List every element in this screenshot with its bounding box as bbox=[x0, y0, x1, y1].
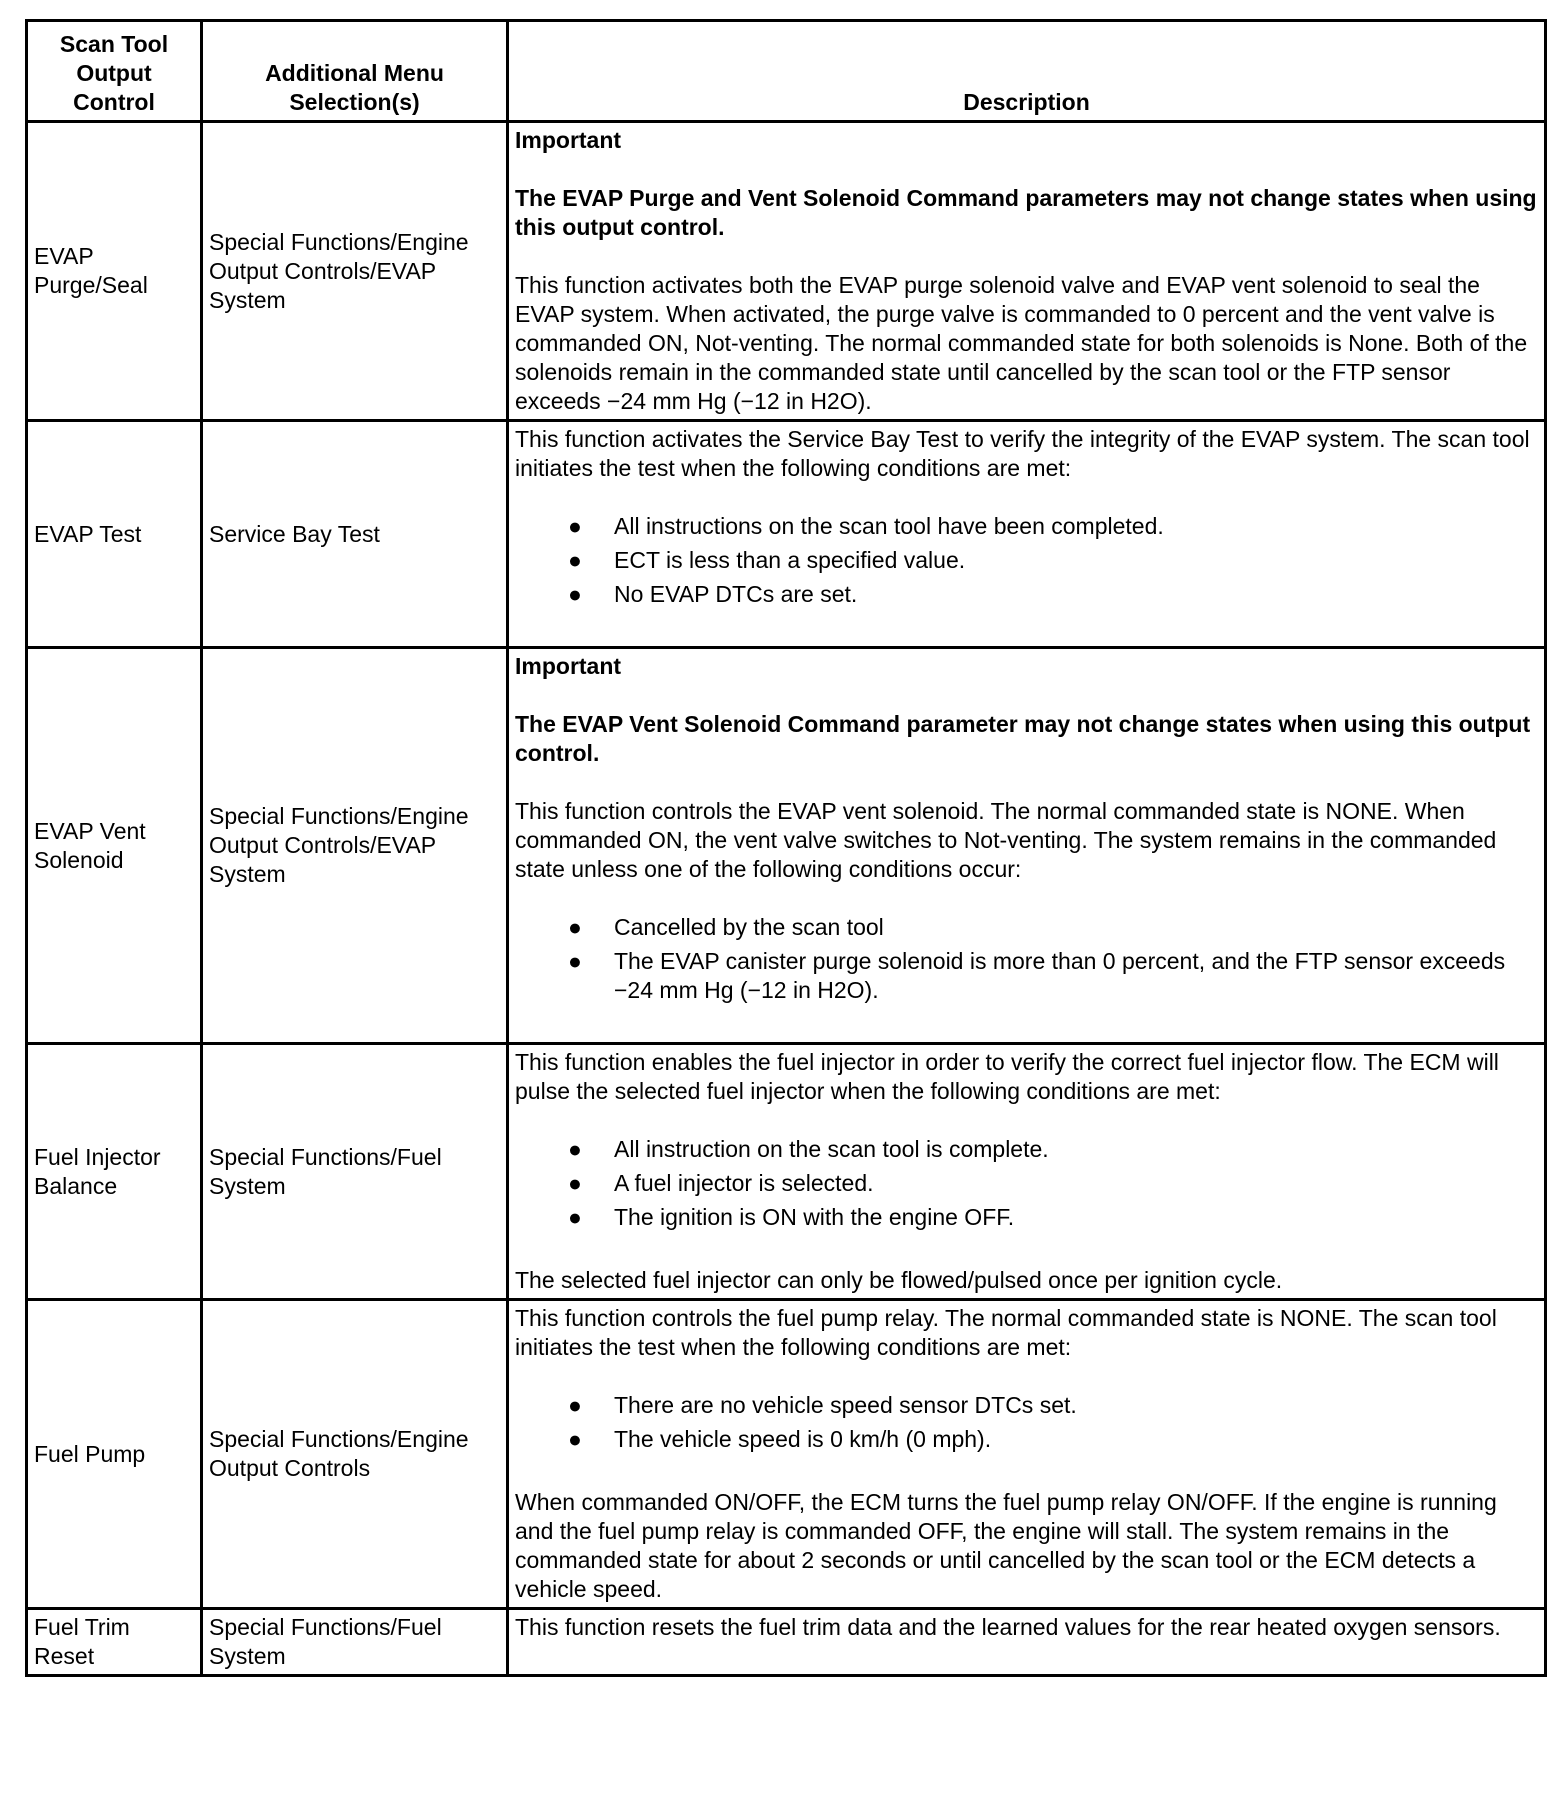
output-control-cell: Fuel Pump bbox=[27, 1300, 202, 1609]
list-item: ● There are no vehicle speed sensor DTCs set. bbox=[565, 1391, 1538, 1420]
list-item: ● The EVAP canister purge solenoid is more than 0 percent, and the FTP sensor exceeds −24 mm Hg (−12 in H2O). bbox=[565, 947, 1538, 1005]
description-cell bbox=[508, 421, 1546, 648]
output-control-table bbox=[25, 19, 1547, 1677]
bullet-icon: ● bbox=[568, 581, 582, 607]
header-scan-tool-output-control: Scan Tool Output Control bbox=[27, 21, 202, 122]
description-text: This function activates both the EVAP purge solenoid valve and EVAP vent solenoid to seal the EVAP system. When activated, the purge valve is commanded to 0 percent and the vent valve is commanded ON, Not-venting. The normal commanded state for both solenoids is None. Both of the solenoids remain in the commanded state until cancelled by the scan tool or the FTP sensor exceeds −24 mm Hg (−12 in H2O). bbox=[515, 272, 1528, 414]
description-footnote: When commanded ON/OFF, the ECM turns the fuel pump relay ON/OFF. If the engine is running and the fuel pump relay is commanded OFF, the engine will stall. The system remains in the commanded state for about 2 seconds or until cancelled by the scan tool or the ECM detects a vehicle speed. bbox=[515, 1489, 1497, 1602]
list-item: ● ECT is less than a specified value. bbox=[565, 546, 1538, 575]
bullet-icon: ● bbox=[568, 547, 582, 573]
condition-list bbox=[515, 913, 1538, 1005]
description-cell bbox=[508, 122, 1546, 421]
bullet-icon: ● bbox=[568, 948, 582, 974]
list-item: ● The ignition is ON with the engine OFF. bbox=[565, 1203, 1538, 1232]
list-item: ● All instructions on the scan tool have been completed. bbox=[565, 512, 1538, 541]
header-description: Description bbox=[508, 21, 1546, 122]
description-text: This function controls the EVAP vent solenoid. The normal commanded state is NONE. When commanded ON, the vent valve switches to Not-venting. The system remains in the commanded state unless one of the following conditions occur: bbox=[515, 798, 1497, 882]
output-control-cell: EVAP Vent Solenoid bbox=[27, 648, 202, 1044]
table-row bbox=[27, 1044, 1546, 1300]
list-item: ● All instruction on the scan tool is complete. bbox=[565, 1135, 1538, 1164]
description-text: This function enables the fuel injector in order to verify the correct fuel injector flow. The ECM will pulse the selected fuel injector when the following conditions are met: bbox=[515, 1049, 1499, 1104]
list-item: ● The vehicle speed is 0 km/h (0 mph). bbox=[565, 1425, 1538, 1454]
description-cell bbox=[508, 1300, 1546, 1609]
list-item: ● Cancelled by the scan tool bbox=[565, 913, 1538, 942]
description-text: This function activates the Service Bay Test to verify the integrity of the EVAP system. The scan tool initiates the test when the following conditions are met: bbox=[515, 426, 1530, 481]
condition-list bbox=[515, 1391, 1538, 1454]
bullet-icon: ● bbox=[568, 1426, 582, 1452]
important-label: Important bbox=[515, 127, 622, 153]
header-row bbox=[27, 21, 1546, 122]
bullet-icon: ● bbox=[568, 513, 582, 539]
output-control-cell: EVAP Test bbox=[27, 421, 202, 648]
description-footnote: The selected fuel injector can only be flowed/pulsed once per ignition cycle. bbox=[515, 1267, 1283, 1293]
table-row bbox=[27, 421, 1546, 648]
header-additional-menu-selections: Additional Menu Selection(s) bbox=[202, 21, 508, 122]
bullet-icon: ● bbox=[568, 1170, 582, 1196]
list-item: ● A fuel injector is selected. bbox=[565, 1169, 1538, 1198]
menu-selection-cell: Special Functions/Engine Output Controls bbox=[202, 1300, 508, 1609]
description-text: This function resets the fuel trim data and the learned values for the rear heated oxygen sensors. bbox=[515, 1614, 1501, 1640]
menu-selection-cell: Special Functions/Engine Output Controls/EVAP System bbox=[202, 122, 508, 421]
table-row bbox=[27, 648, 1546, 1044]
description-text: This function controls the fuel pump relay. The normal commanded state is NONE. The scan tool initiates the test when the following conditions are met: bbox=[515, 1305, 1497, 1360]
menu-selection-cell: Service Bay Test bbox=[202, 421, 508, 648]
output-control-cell: Fuel Injector Balance bbox=[27, 1044, 202, 1300]
important-note: The EVAP Vent Solenoid Command parameter may not change states when using this output control. bbox=[515, 711, 1531, 766]
bullet-icon: ● bbox=[568, 1204, 582, 1230]
table-row bbox=[27, 122, 1546, 421]
condition-list bbox=[515, 512, 1538, 609]
output-control-cell: EVAP Purge/Seal bbox=[27, 122, 202, 421]
table-row bbox=[27, 1609, 1546, 1676]
condition-list bbox=[515, 1135, 1538, 1232]
table-row bbox=[27, 1300, 1546, 1609]
bullet-icon: ● bbox=[568, 1392, 582, 1418]
list-item: ● No EVAP DTCs are set. bbox=[565, 580, 1538, 609]
important-label: Important bbox=[515, 653, 622, 679]
bullet-icon: ● bbox=[568, 1136, 582, 1162]
bullet-icon: ● bbox=[568, 914, 582, 940]
menu-selection-cell: Special Functions/Fuel System bbox=[202, 1609, 508, 1676]
description-cell bbox=[508, 1609, 1546, 1676]
description-cell bbox=[508, 1044, 1546, 1300]
output-control-cell: Fuel Trim Reset bbox=[27, 1609, 202, 1676]
menu-selection-cell: Special Functions/Engine Output Controls/EVAP System bbox=[202, 648, 508, 1044]
important-note: The EVAP Purge and Vent Solenoid Command parameters may not change states when using this output control. bbox=[515, 185, 1537, 240]
menu-selection-cell: Special Functions/Fuel System bbox=[202, 1044, 508, 1300]
description-cell bbox=[508, 648, 1546, 1044]
